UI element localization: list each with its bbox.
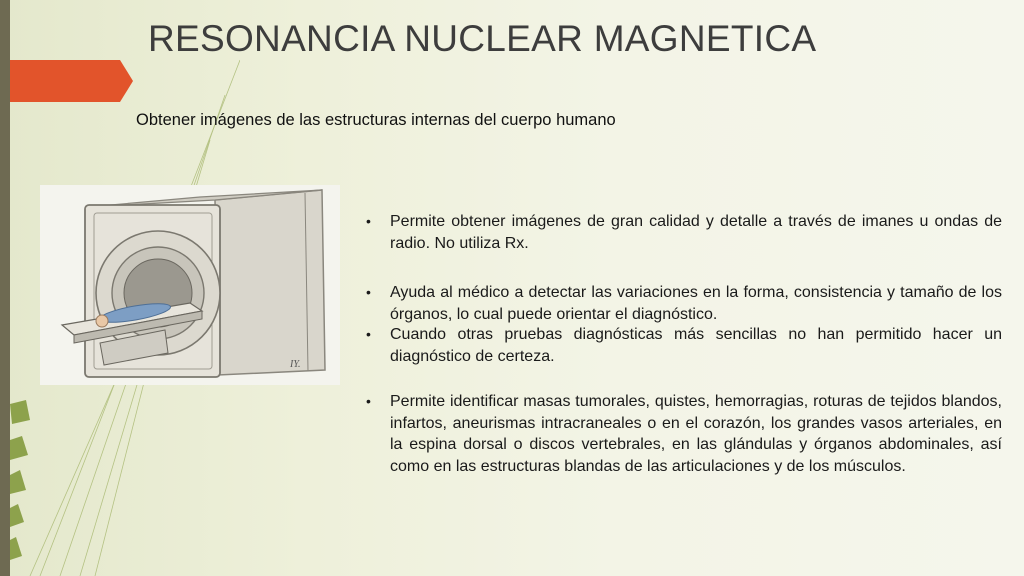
artist-signature: IY. [290, 359, 301, 370]
bullet-item [362, 324, 1002, 367]
bullet-text: Permite identificar masas tumorales, quistes, hemorragias, roturas de tejidos blandos, infartos, aneurismas intracraneales o en el corazón, los grandes vasos arteriales, en la espina dorsal o discos vertebrales, en las glándulas y órganos abdominales, así como en las estructuras blandas de las articulaciones y de los músculos. [390, 393, 1002, 475]
bullet-text: Ayuda al médico a detectar las variaciones en la forma, consistencia y tamaño de los órganos, lo cual puede orientar el diagnóstico. [390, 284, 1002, 323]
bullet-text: Permite obtener imágenes de gran calidad y detalle a través de imanes u ondas de radio. No utiliza Rx. [390, 213, 1002, 252]
mri-scanner-illustration [40, 185, 340, 385]
bullet-marker: • [366, 326, 371, 342]
bullet-marker: • [366, 213, 371, 229]
bullet-item [362, 282, 1002, 325]
slide-title: RESONANCIA NUCLEAR MAGNETICA [148, 18, 817, 59]
bullet-marker: • [366, 393, 371, 409]
bullet-item [362, 391, 1002, 477]
bullet-marker: • [366, 284, 371, 300]
accent-arrow-shape [10, 60, 133, 102]
bullet-text: Cuando otras pruebas diagnósticas más sencillas no han permitido hacer un diagnóstico de certeza. [390, 326, 1002, 365]
slide-subtitle: Obtener imágenes de las estructuras internas del cuerpo humano [136, 111, 616, 129]
bullet-item [362, 211, 1002, 254]
